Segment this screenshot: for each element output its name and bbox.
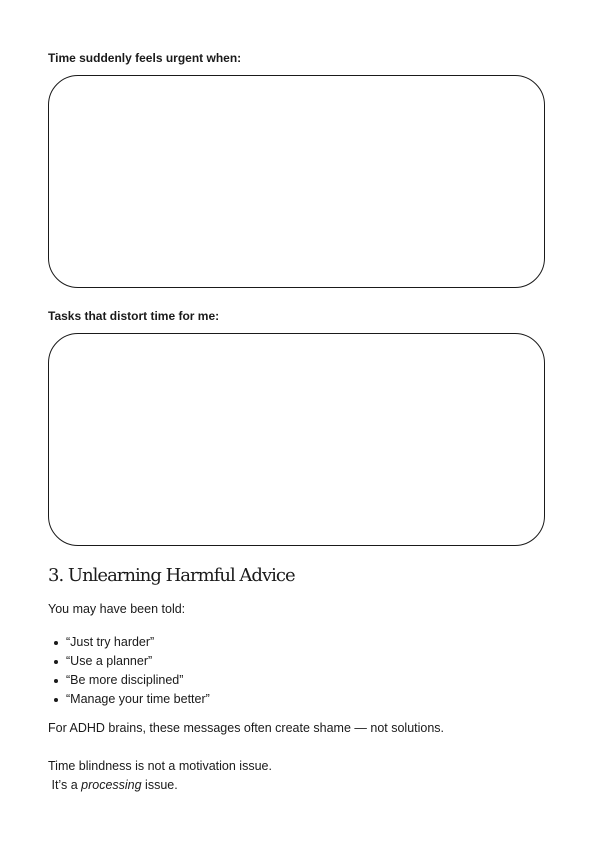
list-item — [48, 671, 210, 690]
urgent-prompt-label: Time suddenly feels urgent when: — [48, 51, 242, 65]
distort-writing-box[interactable] — [48, 333, 545, 546]
processing-line-suffix: issue. — [141, 778, 178, 792]
list-item — [48, 652, 210, 671]
bullet-dot — [54, 698, 58, 702]
urgent-writing-box[interactable] — [48, 75, 545, 288]
list-item-text: “Manage your time better” — [66, 692, 210, 706]
list-item-text: “Just try harder” — [66, 635, 155, 649]
intro-text: You may have been told: — [48, 602, 186, 616]
processing-line — [48, 778, 178, 792]
list-item-text: “Use a planner” — [66, 654, 153, 668]
bullet-dot — [54, 641, 58, 645]
list-item-text: “Be more disciplined” — [66, 673, 184, 687]
harmful-advice-list — [48, 633, 210, 709]
processing-line-prefix: It’s a — [48, 778, 82, 792]
distort-prompt-label: Tasks that distort time for me: — [48, 309, 220, 323]
list-item — [48, 633, 210, 652]
shame-note: For ADHD brains, these messages often create shame — not solutions. — [48, 721, 445, 735]
section-heading: 3. Unlearning Harmful Advice — [48, 565, 295, 586]
bullet-dot — [54, 679, 58, 683]
motivation-line: Time blindness is not a motivation issue. — [48, 759, 272, 773]
processing-emphasis: processing — [81, 778, 142, 792]
list-item — [48, 690, 210, 709]
bullet-dot — [54, 660, 58, 664]
